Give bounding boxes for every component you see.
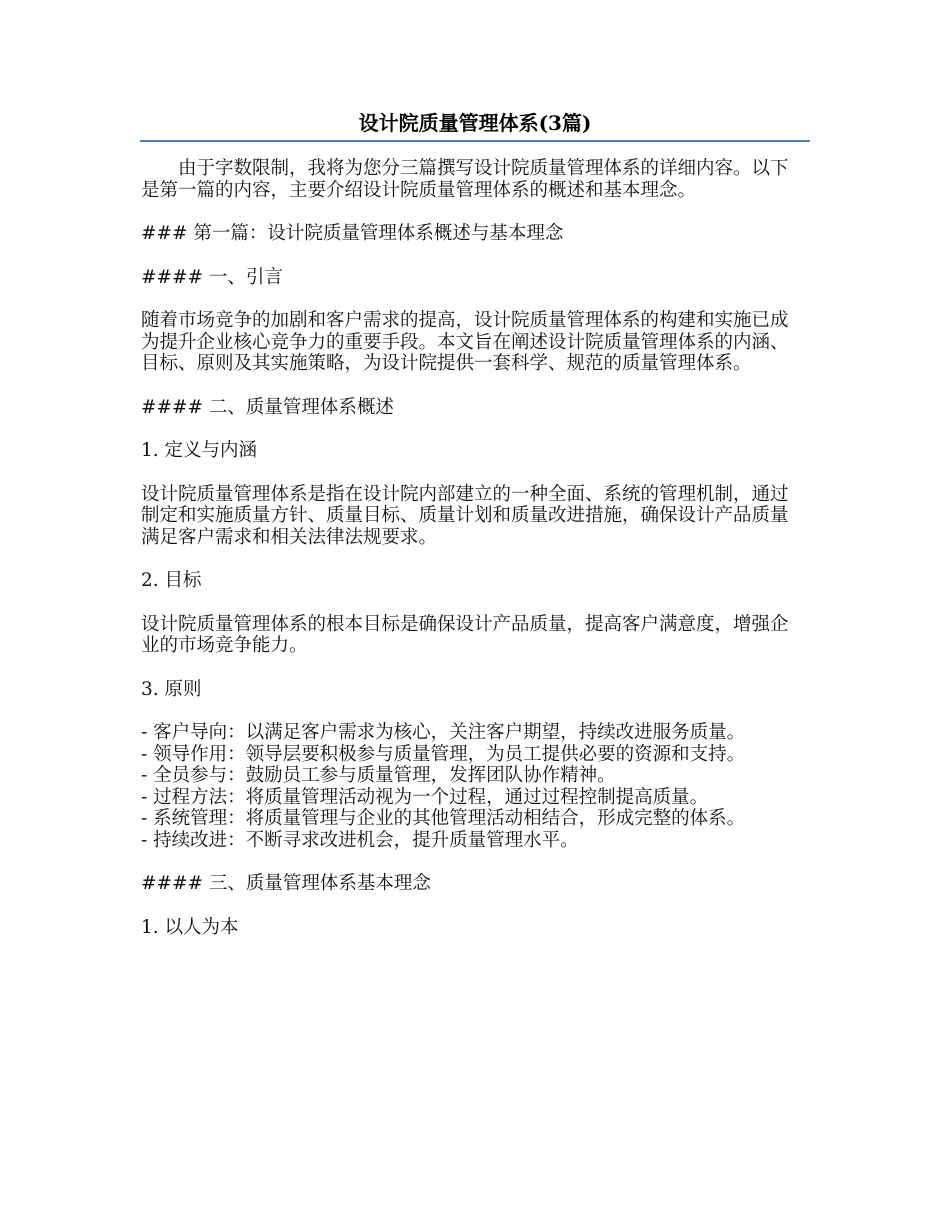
principles-list bbox=[141, 722, 801, 851]
section3-heading: #### 三、质量管理体系基本理念 bbox=[141, 873, 431, 894]
section1-heading: #### 一、引言 bbox=[141, 266, 283, 288]
item1-paragraph: 设计院质量管理体系是指在设计院内部建立的一种全面、系统的管理机制，通过制定和实施质量方针、质量目标、质量计划和质量改进措施，确保设计产品质量满足客户需求和相关法律法规要求。 bbox=[141, 483, 789, 548]
principle-item: - 系统管理：将质量管理与企业的其他管理活动相结合，形成完整的体系。 bbox=[141, 808, 746, 829]
item3-heading: 3. 原则 bbox=[141, 678, 202, 700]
document-title: 设计院质量管理体系(3篇) bbox=[358, 111, 592, 135]
part-heading: ### 第一篇：设计院质量管理体系概述与基本理念 bbox=[141, 223, 564, 244]
section2-heading: #### 二、质量管理体系概述 bbox=[141, 396, 394, 418]
principle-item: - 客户导向：以满足客户需求为核心，关注客户期望，持续改进服务质量。 bbox=[141, 722, 746, 743]
item1-heading: 1. 定义与内涵 bbox=[141, 440, 258, 461]
section1-paragraph: 随着市场竞争的加剧和客户需求的提高，设计院质量管理体系的构建和实施已成为提升企业核心竞争力的重要手段。本文旨在阐述设计院质量管理体系的内涵、目标、原则及其实施策略，为设计院提供一套科学、规范的质量管理体系。 bbox=[141, 310, 789, 374]
concept1-heading: 1. 以人为本 bbox=[141, 916, 239, 938]
title-underline bbox=[140, 140, 810, 142]
document-body bbox=[141, 158, 801, 960]
item2-paragraph: 设计院质量管理体系的根本目标是确保设计产品质量，提高客户满意度，增强企业的市场竞争能力。 bbox=[141, 613, 789, 656]
principle-item: - 领导作用：领导层要积极参与质量管理，为员工提供必要的资源和支持。 bbox=[141, 743, 746, 765]
principle-item: - 持续改进：不断寻求改进机会，提升质量管理水平。 bbox=[141, 829, 579, 851]
principle-item: - 全员参与：鼓励员工参与质量管理，发挥团队协作精神。 bbox=[141, 765, 616, 786]
principle-item: - 过程方法：将质量管理活动视为一个过程，通过过程控制提高质量。 bbox=[141, 786, 709, 808]
intro-paragraph: 由于字数限制，我将为您分三篇撰写设计院质量管理体系的详细内容。以下是第一篇的内容，主要介绍设计院质量管理体系的概述和基本理念。 bbox=[141, 158, 789, 201]
item2-heading: 2. 目标 bbox=[141, 570, 202, 591]
